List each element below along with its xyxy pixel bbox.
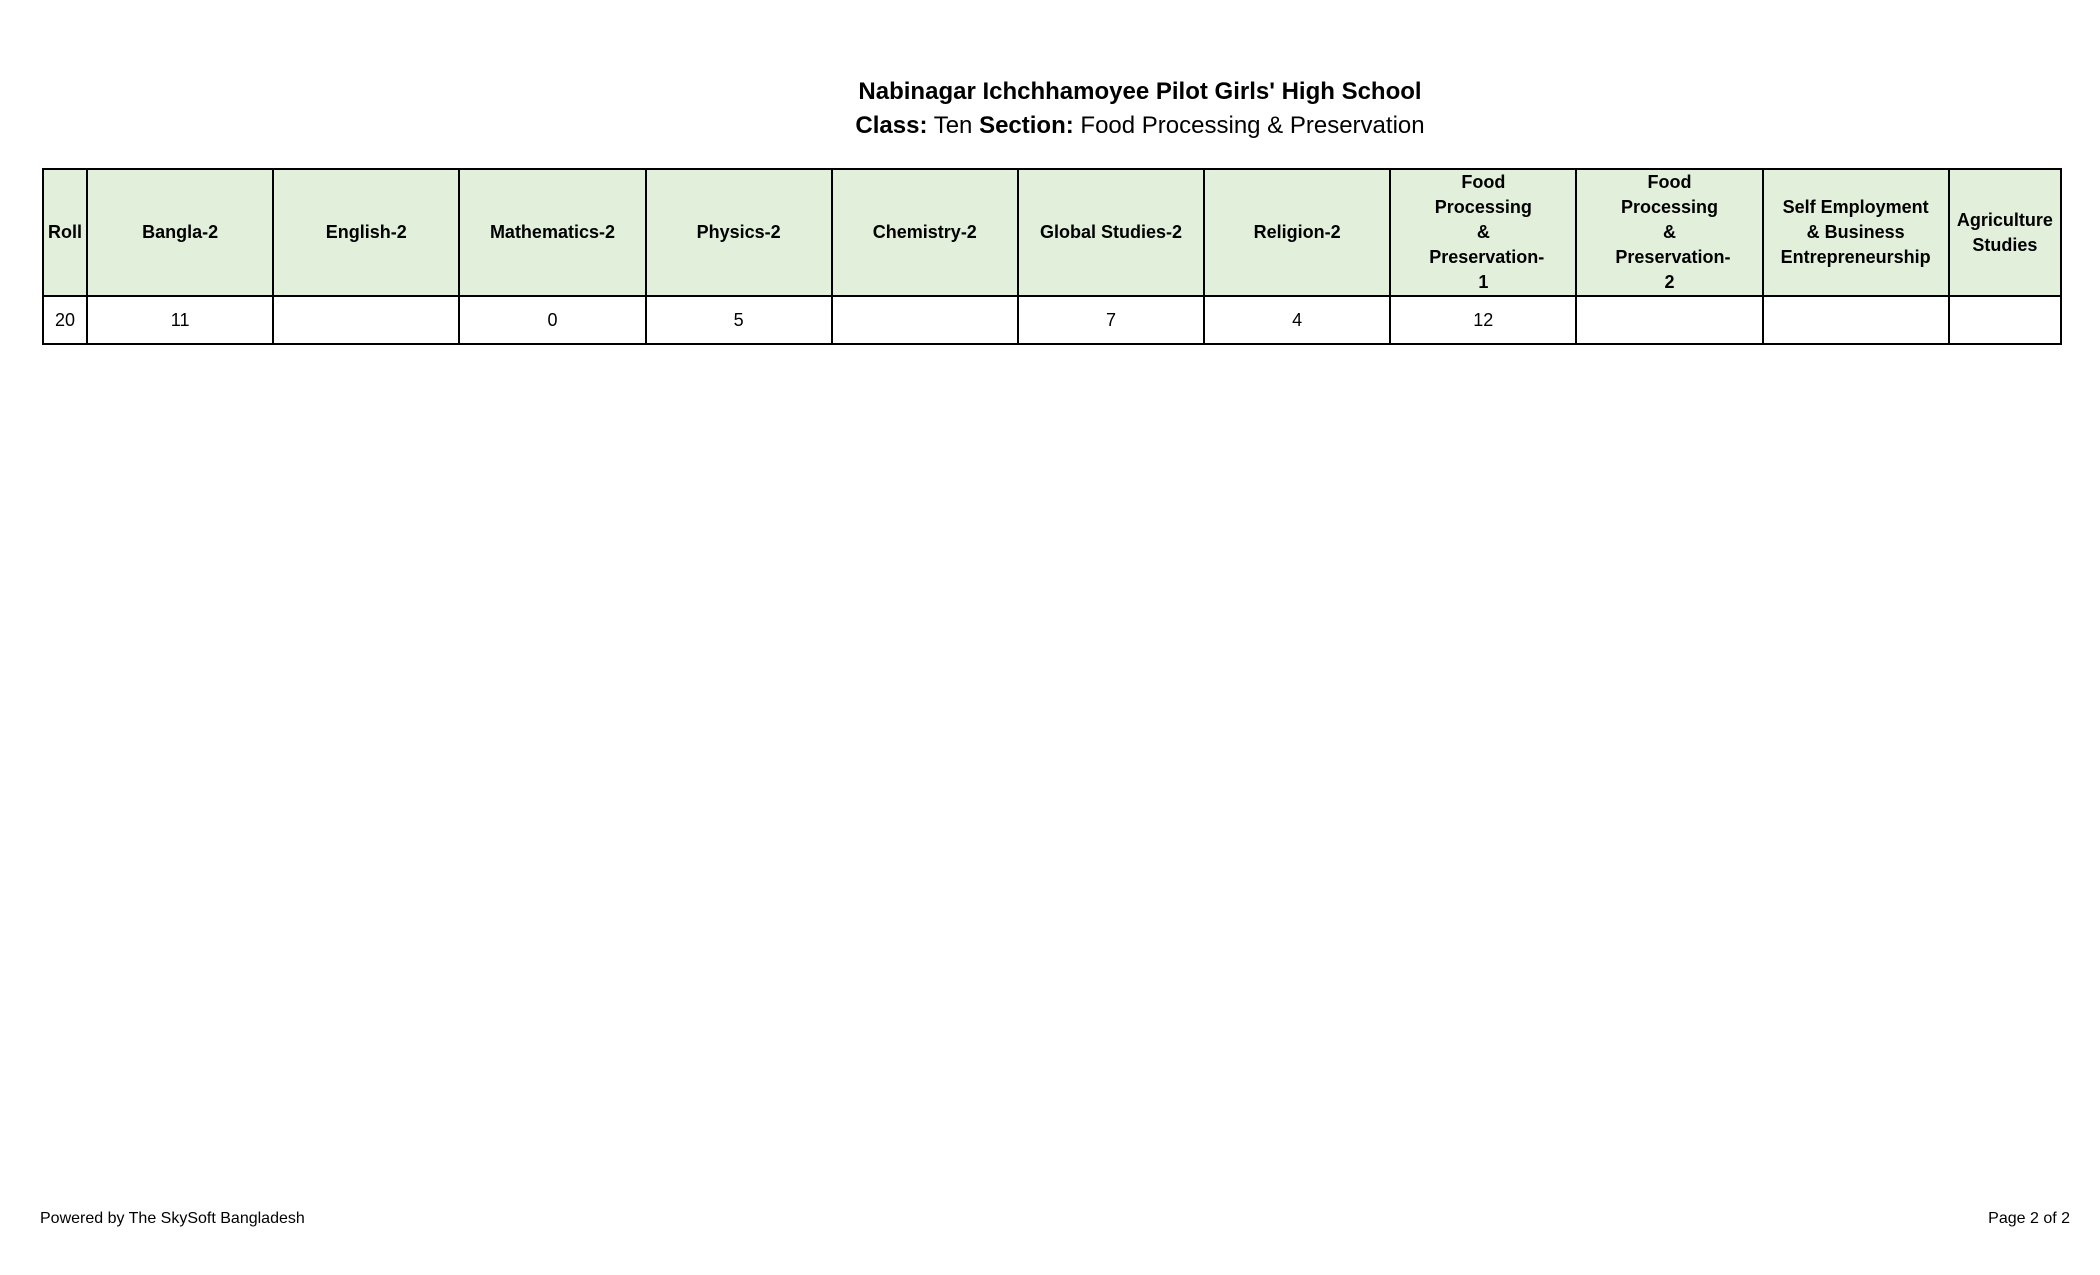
table-cell: 11: [87, 296, 273, 344]
column-header: Agriculture Studies: [1949, 169, 2061, 296]
section-value: Food Processing & Preservation: [1080, 112, 1425, 139]
table-cell: [832, 296, 1018, 344]
table-cell: [1763, 296, 1949, 344]
table-cell: 4: [1204, 296, 1390, 344]
section-label: Section:: [979, 112, 1074, 139]
column-header: Global Studies-2: [1018, 169, 1204, 296]
column-header: Food Processing & Preservation-1: [1390, 169, 1576, 296]
table-cell: 20: [43, 296, 87, 344]
column-header: Chemistry-2: [832, 169, 1018, 296]
table-cell: 7: [1018, 296, 1204, 344]
column-header: Religion-2: [1204, 169, 1390, 296]
column-header: Food Processing & Preservation-2: [1576, 169, 1762, 296]
table-cell: [1949, 296, 2061, 344]
school-name: Nabinagar Ichchhamoyee Pilot Girls' High School: [858, 78, 1422, 105]
table-cell: [1576, 296, 1762, 344]
page-number: Page 2 of 2: [1988, 1210, 2070, 1227]
table-cell: 12: [1390, 296, 1576, 344]
class-section-line: [90, 112, 2100, 140]
table-header-row: [43, 169, 2061, 296]
table-cell: 0: [459, 296, 645, 344]
column-header: English-2: [273, 169, 459, 296]
class-value: Ten: [933, 112, 973, 139]
column-header: Self Employment & Business Entrepreneurship: [1763, 169, 1949, 296]
column-header: Roll: [43, 169, 87, 296]
column-header: Mathematics-2: [459, 169, 645, 296]
column-header: Bangla-2: [87, 169, 273, 296]
table-cell: 5: [646, 296, 832, 344]
column-header: Physics-2: [646, 169, 832, 296]
table-row: [43, 296, 2061, 344]
table-cell: [273, 296, 459, 344]
class-label: Class:: [855, 112, 928, 139]
marks-table: [42, 168, 2062, 345]
powered-by-text: Powered by The SkySoft Bangladesh: [40, 1210, 305, 1227]
